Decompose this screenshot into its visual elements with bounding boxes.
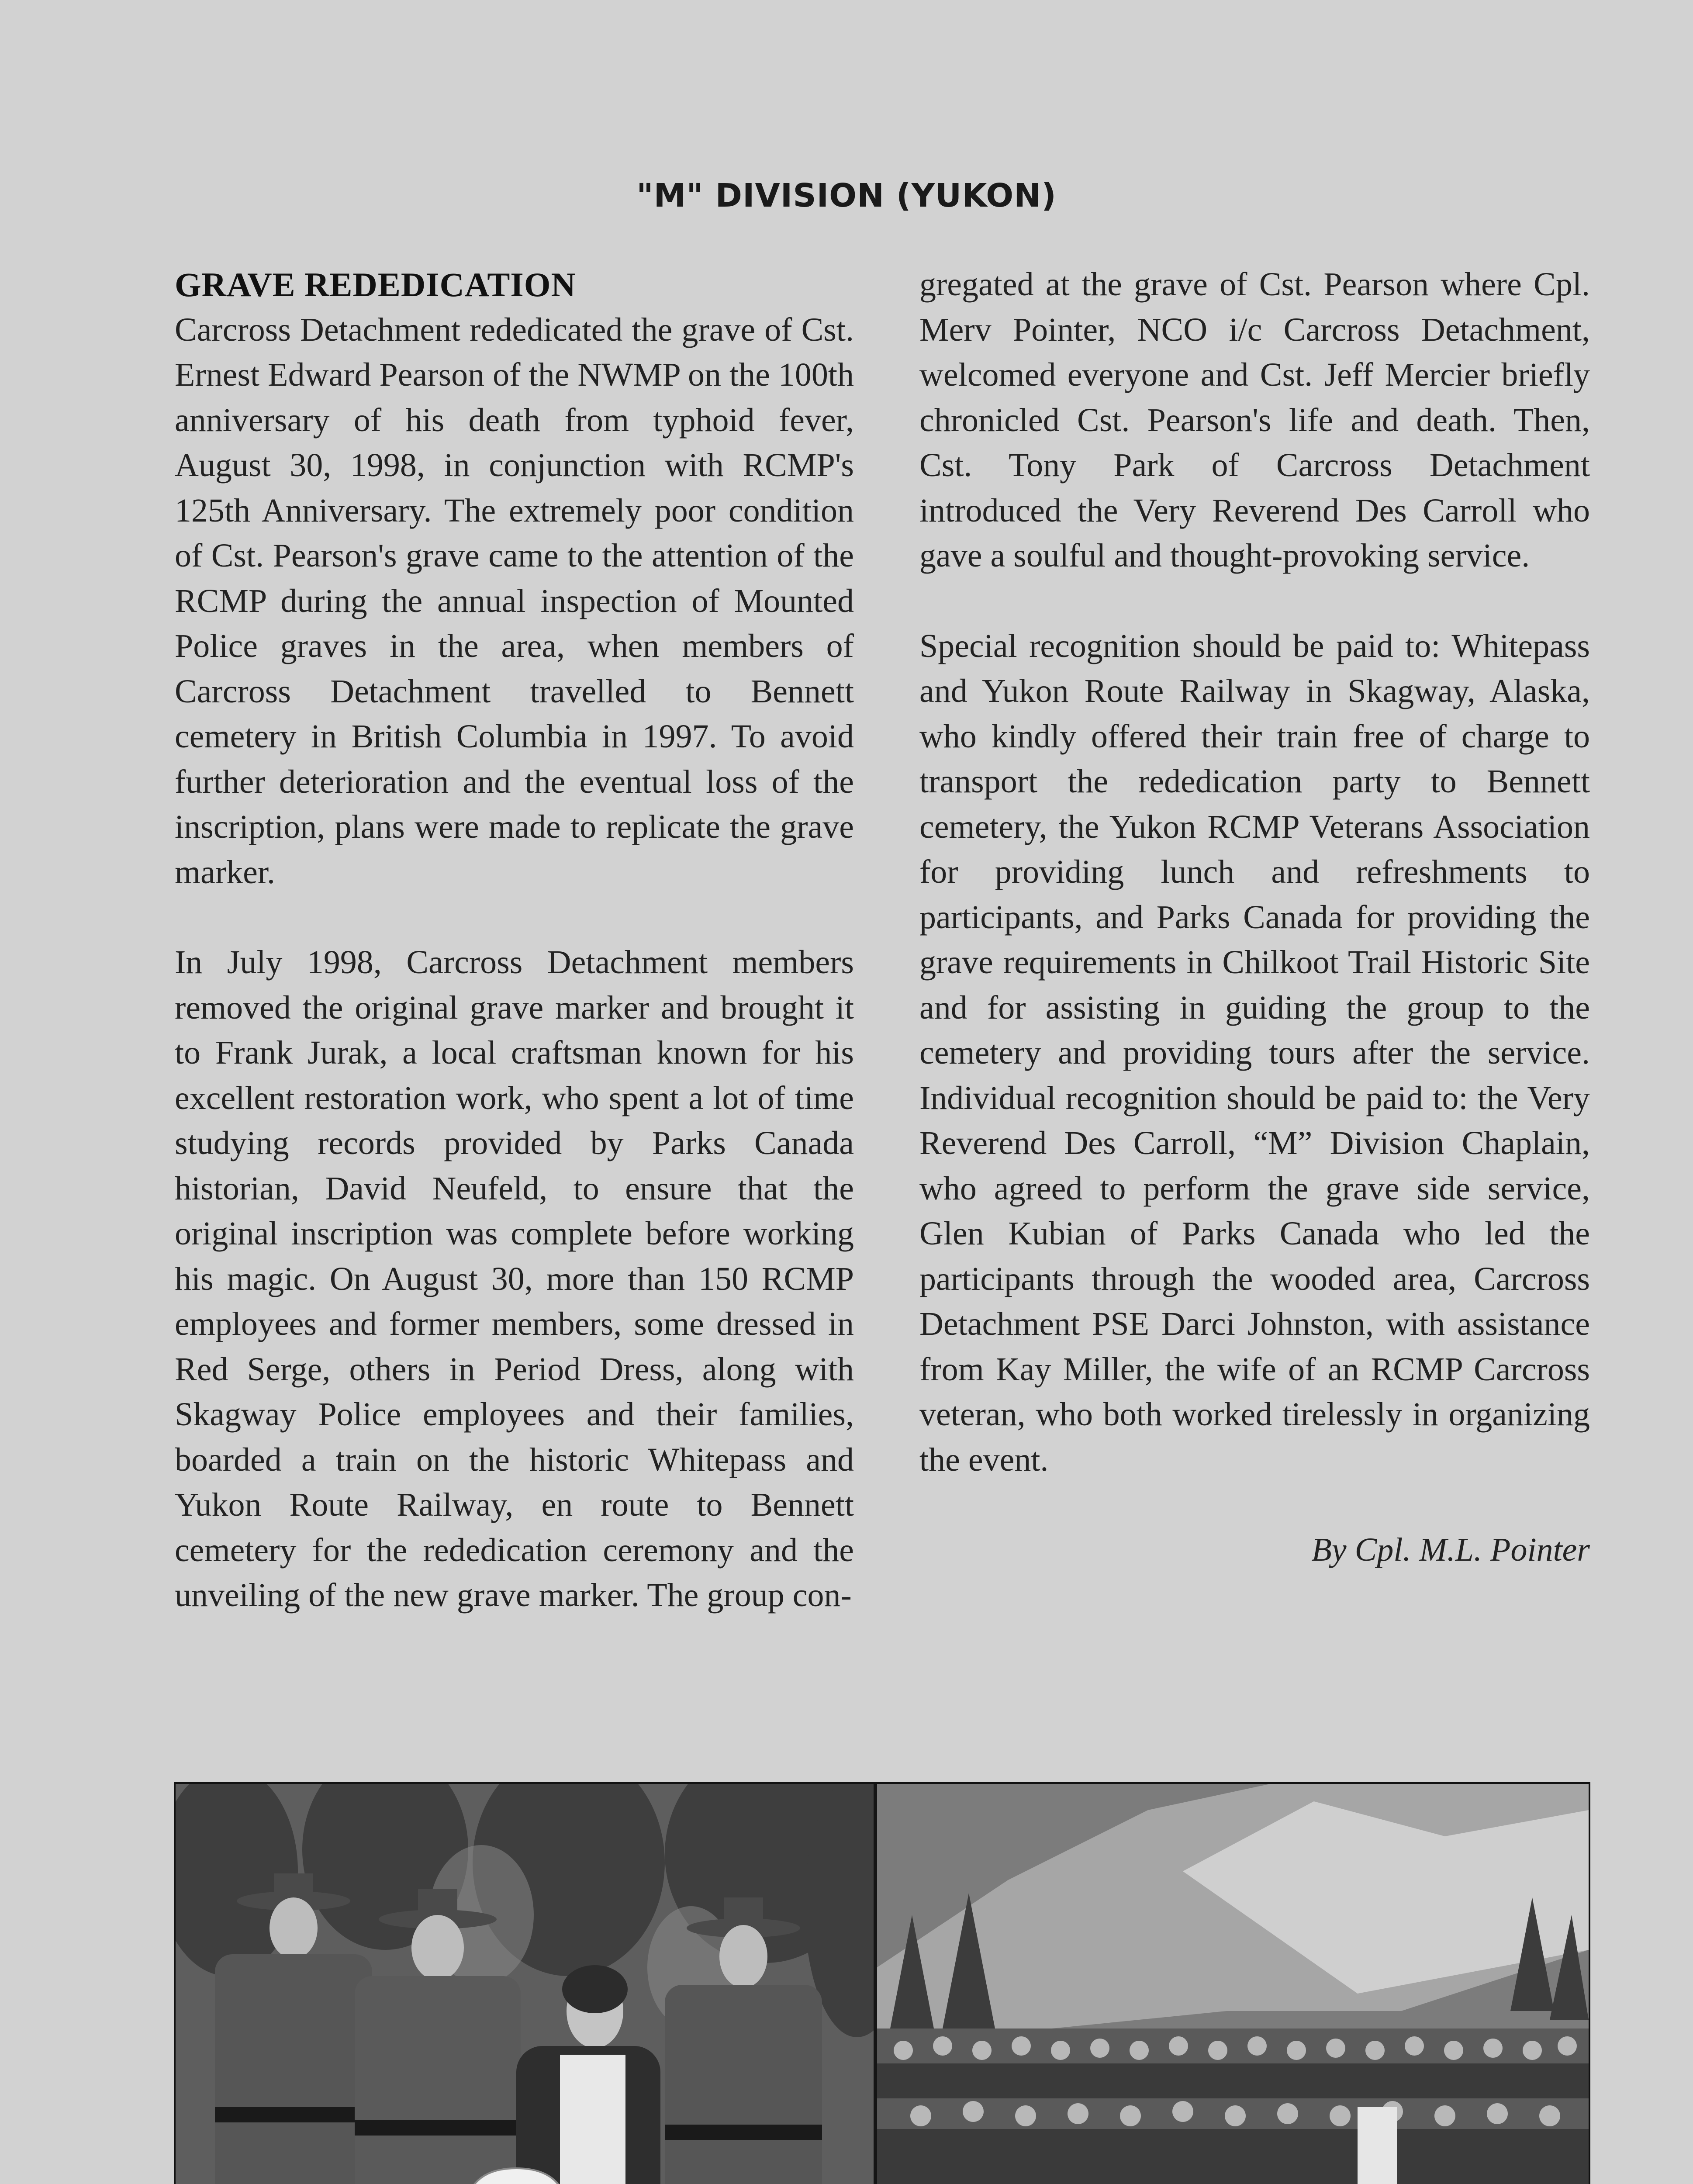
article-title: GRAVE REDEDICATION [175,266,576,304]
right-column [919,262,1590,1573]
paragraph: gregated at the grave of Cst. Pearson where Cpl. Merv Pointer, NCO i/c Carcross Detachment, welcomed everyone and Cst. Jeff Mercier briefly chronicled Cst. Pearson's life and death. Then, Cst. Tony Park of Carcross Detachment introduced the Very Reverend Des Carroll who gave a soulful and thought-provoking service. [919,266,1590,574]
section-header: "M" DIVISION (YUKON) [636,177,1057,214]
photo-2 [877,1784,1589,2184]
paragraph: Special recognition should be paid to: Whitepass and Yukon Route Railway in Skagway, Alaska, who kindly offered their train free of charge to transport the rededication party to Bennett cemetery, the Yukon RCMP Veterans Association for providing lunch and refreshments to participants, and Parks Canada for providing the grave requirements in Chilkoot Trail Historic Site and for assisting in guiding the group to the cemetery and providing tours after the service. Individual recognition should be paid to: the Very Reverend Des Carroll, “M” Division Chaplain, who agreed to perform the grave side service, Glen Kubian of Parks Canada who led the participants through the wooded area, Carcross Detachment PSE Darci Johnston, with assistance from Kay Miller, the wife of an RCMP Carcross veteran, who both worked tirelessly in organizing the event. [919,627,1590,1478]
photo-divider [874,1784,877,2184]
paragraph: In July 1998, Carcross Detachment members removed the original grave marker and brought it to Frank Jurak, a local craftsman known for his excellent restoration work, who spent a lot of time studying records provided by Parks Canada historian, David Neufeld, to ensure that the original inscription was complete before working his magic. On August 30, more than 150 RCMP employees and former members, some dressed in Red Serge, others in Period Dress, along with Skagway Police employees and their families, boarded a train on the historic Whitepass and Yukon Route Railway, en route to Bennett cemetery for the rededication ceremony and the unveiling of the new grave marker. The group con- [175,944,854,1614]
byline: By Cpl. M.L. Pointer [1311,1531,1590,1568]
paragraph: Carcross Detachment rededicated the grave of Cst. Ernest Edward Pearson of the NWMP on the 100th anniversary of his death from typhoid fever, August 30, 1998, in conjunction with RCMP's 125th Anniversary. The extremely poor condition of Cst. Pearson's grave came to the attention of the RCMP during the annual inspection of Mounted Police graves in the area, when members of Carcross Detachment travelled to Bennett cemetery in British Columbia in 1997. To avoid further deterioration and the eventual loss of the inscription, plans were made to replicate the grave marker. [175,311,854,891]
photo-row [174,1782,1590,2184]
photo-1 [176,1784,874,2184]
left-column [175,262,854,1618]
